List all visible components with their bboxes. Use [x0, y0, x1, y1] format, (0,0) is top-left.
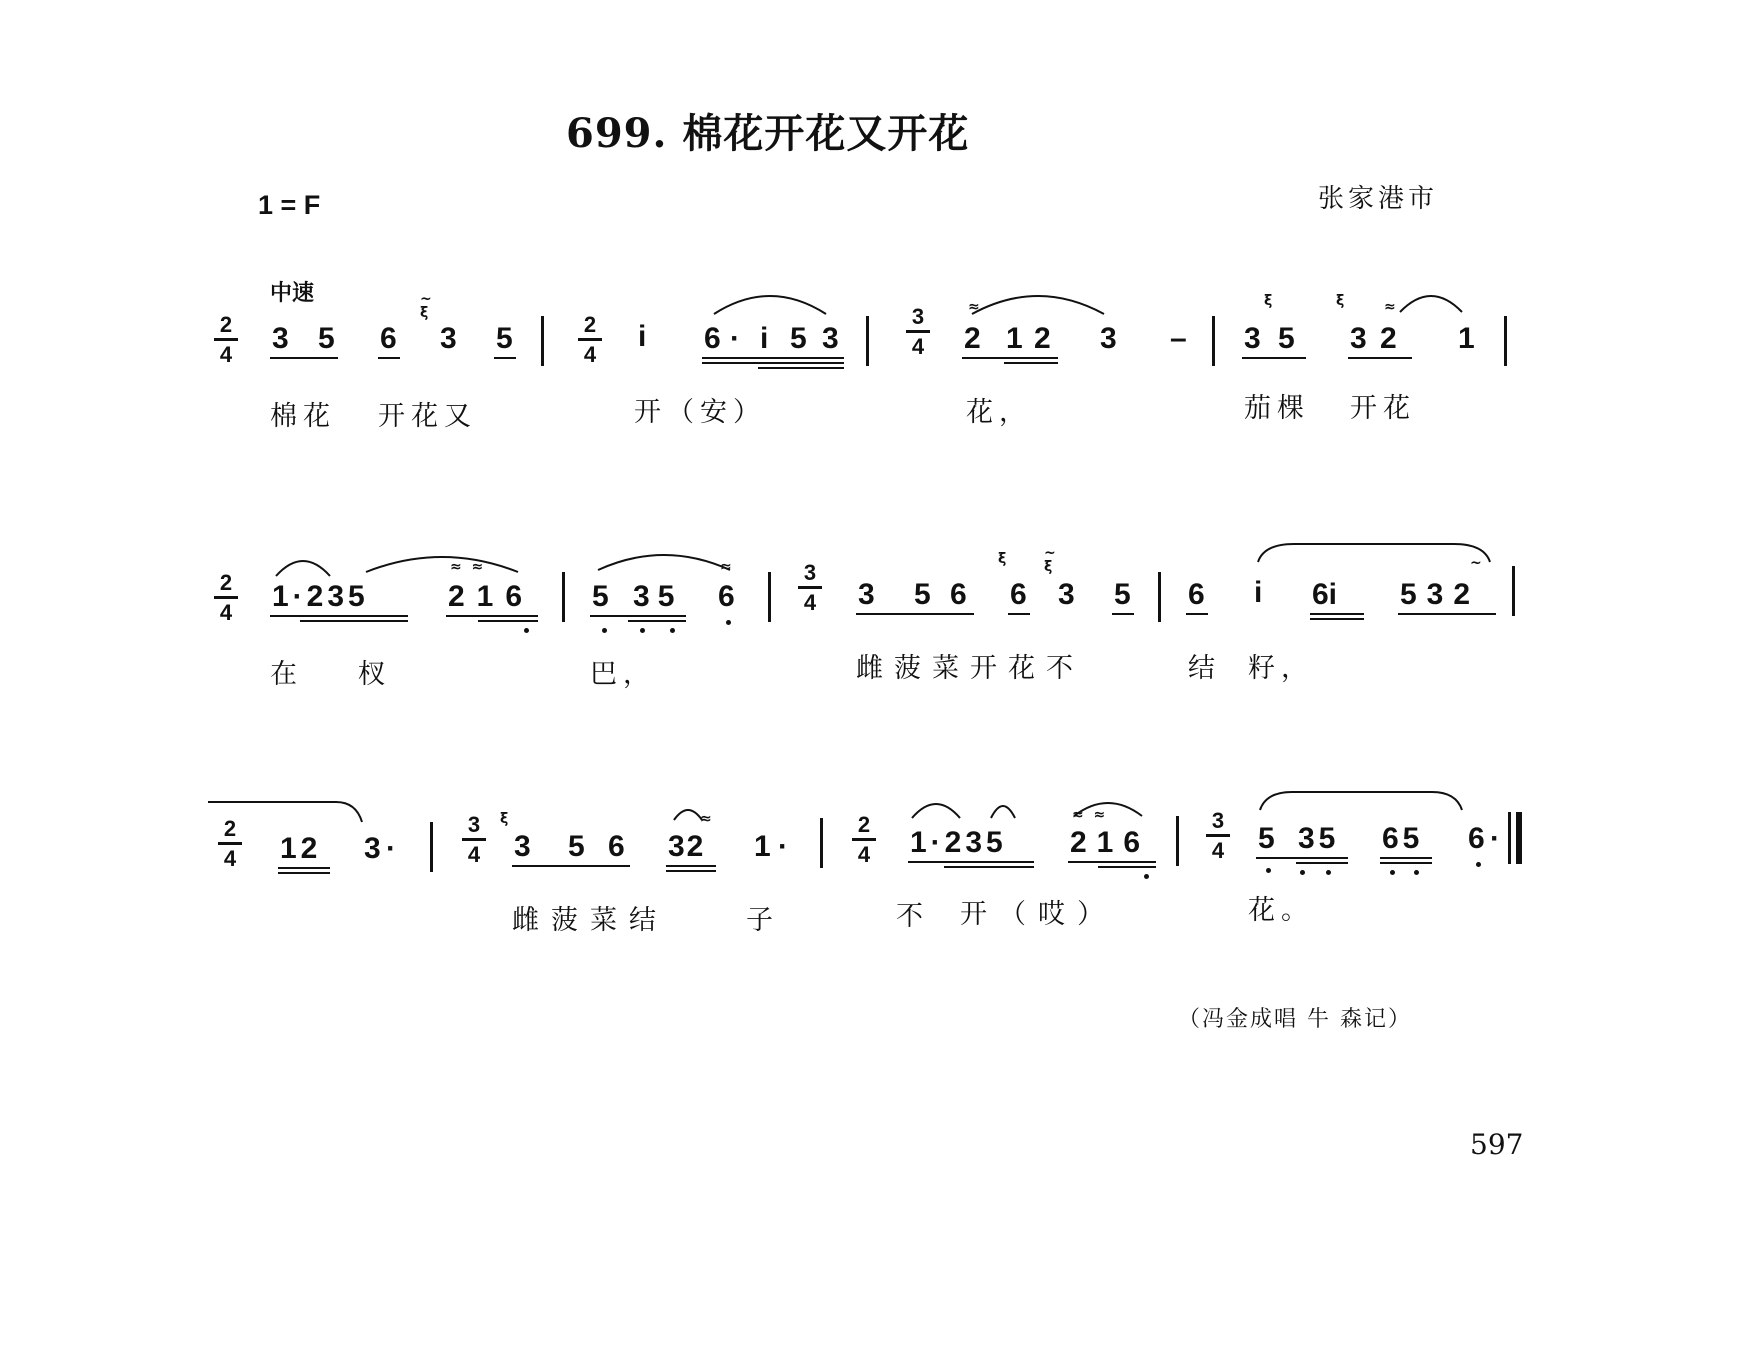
time-signature: 2 4: [214, 572, 238, 624]
note: i: [760, 322, 769, 355]
low-octave-dot: [1390, 870, 1395, 875]
lyric: 在: [270, 659, 303, 690]
barline: [541, 316, 544, 366]
note: 1: [1006, 322, 1023, 355]
beam-line: [270, 615, 408, 617]
barline: [1504, 316, 1507, 366]
ornament-mark: ξ: [500, 811, 509, 827]
low-octave-dot: [1266, 868, 1271, 873]
tie: [968, 286, 1108, 316]
beam-line: [1186, 613, 1208, 615]
note: 3: [1350, 322, 1367, 355]
beam-line: [856, 613, 974, 615]
ornament-mark: ≈ ≈: [450, 559, 484, 575]
ornament-mark: ξ: [1336, 293, 1345, 309]
note: ·: [386, 832, 396, 865]
low-octave-dot: [1144, 874, 1149, 879]
beam-line: [666, 870, 716, 872]
note: 1·235: [272, 580, 369, 613]
lyric: 不: [896, 901, 929, 932]
ornament-mark: ≈ ≈: [1072, 807, 1106, 823]
note: 35: [1298, 822, 1340, 855]
note: 532: [1400, 578, 1481, 611]
low-octave-dot: [726, 620, 731, 625]
note: 3: [822, 322, 839, 355]
beam-line: [278, 872, 330, 874]
ornament-mark: ~ ξ: [1044, 545, 1056, 575]
beam-line: [590, 615, 686, 617]
low-octave-dot: [602, 628, 607, 633]
time-signature: 3 4: [462, 814, 486, 866]
beam-line: [1380, 857, 1432, 859]
note: 5: [1114, 578, 1131, 611]
beam-line: [944, 866, 1034, 868]
tempo-marking: 中速: [270, 281, 315, 306]
note: 3: [514, 830, 531, 863]
note: 5: [496, 322, 513, 355]
note: 6: [608, 830, 625, 863]
slur: [362, 548, 522, 574]
note: 2: [1380, 322, 1397, 355]
beam-line: [758, 367, 844, 369]
note: 6: [950, 578, 967, 611]
barline: [430, 822, 433, 872]
beam-line: [1398, 613, 1496, 615]
low-octave-dot: [1326, 870, 1331, 875]
note: i: [638, 320, 647, 353]
note: 3: [1058, 578, 1075, 611]
time-signature: 2 4: [218, 818, 242, 870]
note: 2: [1034, 322, 1051, 355]
note: 6: [1188, 578, 1205, 611]
lyric: 开（安）: [634, 397, 766, 428]
beam-line: [1112, 613, 1134, 615]
lyric: 巴，: [590, 659, 656, 690]
ornament-mark: ξ: [1264, 293, 1273, 309]
beam-line: [908, 861, 1034, 863]
note: 5: [1278, 322, 1295, 355]
slur: [594, 546, 734, 575]
lyric: 茄棵: [1244, 393, 1310, 424]
beam-line: [512, 865, 630, 867]
slur: [908, 796, 964, 820]
lyric: 籽，: [1248, 653, 1314, 684]
barline: [820, 818, 823, 868]
slur: [710, 286, 830, 316]
note: 1·235: [910, 826, 1007, 859]
time-signature: 3 4: [1206, 810, 1230, 862]
barline: [1512, 566, 1515, 616]
note: ·: [778, 830, 788, 863]
lyric: 棉花: [270, 401, 336, 432]
beam-line: [300, 620, 408, 622]
ornament-mark: ~: [1470, 555, 1482, 571]
ornament-mark: ξ: [998, 551, 1007, 567]
low-octave-dot: [1476, 862, 1481, 867]
note: 5 35: [592, 580, 683, 613]
beam-line: [1242, 357, 1306, 359]
note: 32: [668, 830, 706, 863]
note: 6: [1010, 578, 1027, 611]
beam-line: [962, 357, 1058, 359]
low-octave-dot: [1300, 870, 1305, 875]
final-barline-thin: [1508, 812, 1511, 864]
note: 1: [1458, 322, 1475, 355]
time-signature: 3 4: [798, 562, 822, 614]
note: 5: [790, 322, 807, 355]
slur: [1254, 540, 1494, 564]
barline: [1176, 816, 1179, 866]
beam-line: [1310, 618, 1364, 620]
time-signature: 2 4: [214, 314, 238, 366]
lyric: 雌菠菜开花不: [856, 653, 1084, 684]
final-barline-thick: [1516, 812, 1522, 864]
note: 5: [318, 322, 335, 355]
beam-line: [666, 865, 716, 867]
beam-line: [278, 867, 330, 869]
slur: [272, 552, 334, 578]
ornament-mark: ≈: [1384, 299, 1396, 315]
beam-line: [1098, 866, 1156, 868]
note: 6: [704, 322, 721, 355]
ornament-mark: ≈: [720, 559, 732, 575]
time-signature: 2 4: [852, 814, 876, 866]
low-octave-dot: [670, 628, 675, 633]
note: 6: [718, 580, 735, 613]
song-title: 699. 棉花开花又开花: [566, 110, 970, 157]
low-octave-dot: [1414, 870, 1419, 875]
slur: [988, 798, 1018, 820]
lyric: 结: [1188, 653, 1221, 684]
time-signature: 3 4: [906, 306, 930, 358]
note: 65: [1382, 822, 1424, 855]
page-number: 597: [1470, 1128, 1524, 1161]
note: 3: [858, 578, 875, 611]
barline: [562, 572, 565, 622]
beam-line: [1296, 862, 1348, 864]
note: 3: [272, 322, 289, 355]
beam-line: [478, 620, 538, 622]
low-octave-dot: [524, 628, 529, 633]
time-signature: 2 4: [578, 314, 602, 366]
barline: [1158, 572, 1161, 622]
barline: [866, 316, 869, 366]
beam-line: [446, 615, 538, 617]
note: 2: [964, 322, 981, 355]
note: –: [1170, 322, 1187, 355]
note: 3: [364, 832, 381, 865]
note: ·: [730, 322, 740, 355]
beam-line: [1008, 613, 1030, 615]
beam-line: [270, 357, 338, 359]
note: 6i: [1312, 578, 1338, 611]
note: 6: [380, 322, 397, 355]
beam-line: [1004, 362, 1058, 364]
beam-line: [702, 357, 844, 359]
low-octave-dot: [640, 628, 645, 633]
note: ·: [1490, 822, 1500, 855]
note: 6: [1468, 822, 1485, 855]
note: 3: [1244, 322, 1261, 355]
beam-line: [494, 357, 516, 359]
region-label: 张家港市: [1318, 184, 1439, 214]
note: i: [1254, 576, 1263, 609]
key-signature: 1 = F: [258, 190, 321, 220]
lyric: 雌菠菜结: [512, 905, 668, 936]
beam-line: [1256, 857, 1348, 859]
beam-line: [378, 357, 400, 359]
note: 1: [754, 830, 771, 863]
performer-credit: （冯金成唱 牛 森记）: [1178, 1007, 1412, 1032]
note: 5: [914, 578, 931, 611]
note: 3: [440, 322, 457, 355]
beam-line: [702, 362, 844, 364]
lyric: 花。: [1248, 895, 1314, 926]
ornament-mark: ≈: [968, 299, 980, 315]
lyric: 杈: [358, 659, 391, 690]
note: 5: [1258, 822, 1275, 855]
beam-line: [1348, 357, 1412, 359]
note: 216: [1070, 826, 1151, 859]
barline: [1212, 316, 1215, 366]
beam-line: [1380, 862, 1432, 864]
slur: [1256, 788, 1466, 812]
ornament-mark: ~ ξ: [420, 291, 432, 321]
beam-line: [628, 620, 686, 622]
lyric: 开（哎）: [960, 899, 1116, 930]
barline: [768, 572, 771, 622]
note: 216: [448, 580, 535, 613]
beam-line: [1310, 613, 1364, 615]
lyric: 开花又: [378, 401, 477, 432]
note: 3: [1100, 322, 1117, 355]
lyric: 子: [746, 905, 779, 936]
lyric: 开花: [1350, 393, 1416, 424]
ornament-mark: ≈: [700, 811, 712, 827]
note: 5: [568, 830, 585, 863]
beam-line: [1068, 861, 1156, 863]
lyric: 花，: [966, 397, 1032, 428]
slur: [1396, 286, 1466, 314]
note: 12: [280, 832, 322, 865]
